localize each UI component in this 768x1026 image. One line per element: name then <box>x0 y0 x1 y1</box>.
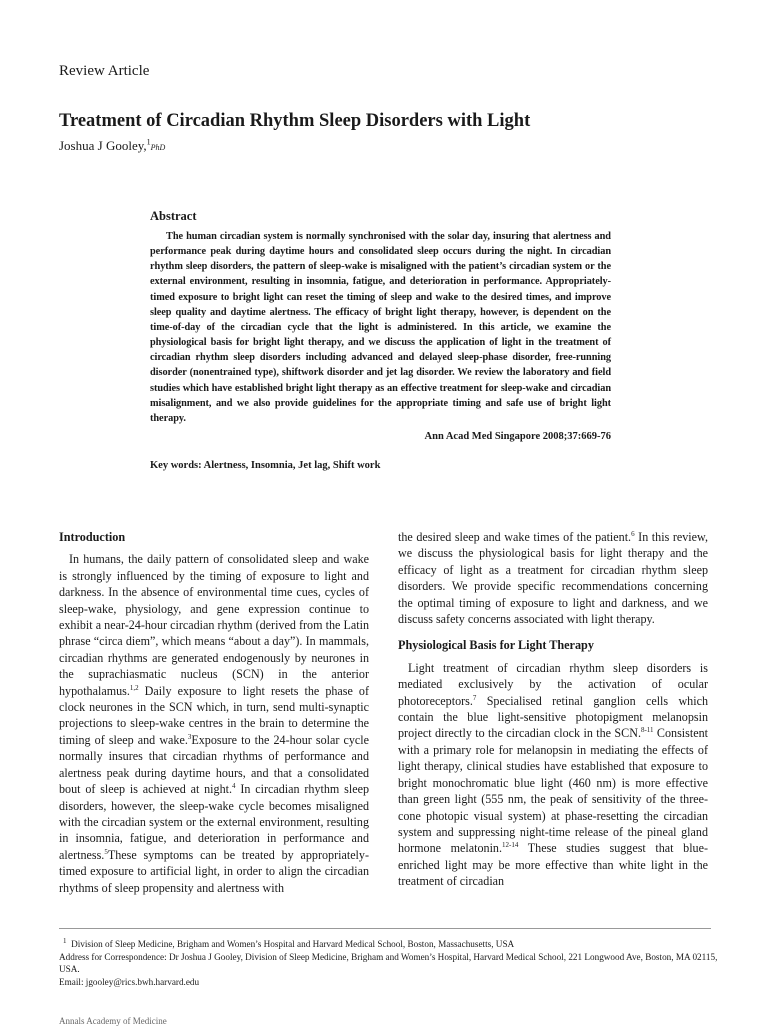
citation-ref: 4 <box>232 782 236 791</box>
author-affiliation-mark: 1 <box>146 137 151 147</box>
abstract <box>150 209 611 442</box>
abstract-heading: Abstract <box>150 209 197 223</box>
article-title: Treatment of Circadian Rhythm Sleep Disorders with Light <box>59 111 531 131</box>
footnote-divider <box>59 928 711 929</box>
footnote-affiliation: $^1$ Division of Sleep Medicine, Brigham and Women’s Hospital and Harvard Medical School, Boston, Massachusetts, USA <box>63 936 515 949</box>
introduction-paragraph: In humans, the daily pattern of consolidated sleep and wake is strongly influenced by the timing of exposure to light and darkness. In the absence of environmental time cues, cycles of sleep-wake, physiology, and gene expression continue to exhibit a near-24-hour circadian rhythm (derived from the Latin phrase “circa diem”, which means “about a day”). In mammals, circadian rhythms are generated endogenously by neurones in the suprachiasmatic nucleus (SCN) in the anterior hypothalamus.$^{1,2}$ Daily exposure to light resets the phase of clock neurones in the SCN which, in turn, send multi-synaptic projections to sleep-wake centres in the brain to determine the timing of sleep and wake.$^3$Exposure to the 24-hour solar cycle normally insures that circadian rhythms of performance and alertness peak during daytime hours, and that a consolidated bout of sleep is achieved at night.$^4$ In circadian rhythm sleep disorders, however, the sleep-wake cycle becomes misaligned with the circadian system or the external environment, resulting in insomnia, fatigue, and deterioration in performance and alertness.$^5$These symptoms can be treated by appropriately-timed exposure to artificial light, in order to align the circadian rhythms of sleep propensity and alertness with <box>59 552 370 895</box>
footnote-mark: 1 <box>63 936 67 945</box>
journal-citation: Ann Acad Med Singapore 2008;37:669-76 <box>424 431 611 443</box>
footnote-correspondence: Address for Correspondence: Dr Joshua J Gooley, Division of Sleep Medicine, Brigham and Women’s Hospital, Harvard Medical School, 221 Longwood Ave, Boston, MA 02115, USA. <box>59 951 718 974</box>
citation-ref: 3 <box>187 732 192 741</box>
citation-ref: 8-11 <box>640 726 654 735</box>
keywords: Key words: Alertness, Insomnia, Jet lag, Shift work <box>150 460 381 471</box>
section-label: Review Article <box>59 63 150 79</box>
citation-ref: 7 <box>472 693 477 702</box>
footnotes <box>59 938 719 988</box>
citation-ref: 1,2 <box>129 683 139 692</box>
physiology-paragraph: Light treatment of circadian rhythm sleep disorders is mediated exclusively by the activation of ocular photoreceptors.$^7$ Specialised retinal ganglion cells which contain the blue light-sensitive photopigment melanopsin project directly to the circadian clock in the SCN.$^{8-11}$ Consistent with a primary role for melanopsin in mediating the effects of light therapy, clinical studies have established that exposure to bright monochromatic blue light (460 nm) is more effective than green light (555 nm, the peak of sensitivity of the three-cone photopic visual system) at phase-resetting the circadian system and suppressing night-time release of the pineal gland hormone melatonin.$^{12-14}$ These studies suggest that blue-enriched light may be more effective than white light in the treatment of circadian <box>398 660 709 889</box>
introduction-continuation: the desired sleep and wake times of the patient.$^6$ In this review, we discuss the physiological basis for light therapy and the efficacy of light as a treatment for circadian rhythm sleep disorders. We provide specific recommendations concerning the optimal timing of exposure to light and darkness, and we discuss safety concerns associated with light therapy. <box>398 529 708 627</box>
right-column <box>398 529 708 890</box>
abstract-body: The human circadian system is normally synchronised with the solar day, insuring that alertness and performance peak during daytime hours and consolidated sleep occurs during the night. In circadian rhythm sleep disorders, the pattern of sleep-wake is misaligned with the patient’s circadian system or the external environment, resulting in insomnia, fatigue, and deterioration in performance. Appropriately-timed exposure to bright light can reset the timing of sleep and wake to the desired times, and improve sleep quality and daytime alertness. The efficacy of bright light therapy, however, is dependent on the time-of-day of the circadian cycle that the light is administered. In this article, we examine the physiological basis for bright light therapy, and we discuss the application of light in the treatment of circadian rhythm sleep disorders including advanced and delayed sleep-phase disorder, free-running disorder (nonentrained type), shiftwork disorder and jet lag disorder. We review the laboratory and field studies which have established bright light therapy as an effective treatment for sleep-wake and circadian misalignment, and we also provide guidelines for the appropriate timing and safe use of bright light therapy. <box>150 231 611 424</box>
physiology-heading: Physiological Basis for Light Therapy <box>398 638 594 653</box>
footnote-email: Email: jgooley@rics.bwh.harvard.edu <box>59 976 200 987</box>
page-footer: Annals Academy of Medicine <box>59 1016 167 1026</box>
author-name: Joshua J Gooley, <box>59 138 147 153</box>
citation-ref: 6 <box>631 529 635 538</box>
author-degree: PhD <box>150 143 166 152</box>
author-line <box>59 138 165 154</box>
left-column <box>59 529 369 896</box>
citation-ref: 12-14 <box>502 841 519 850</box>
introduction-heading: Introduction <box>59 530 126 544</box>
citation-ref: 5 <box>104 847 108 856</box>
